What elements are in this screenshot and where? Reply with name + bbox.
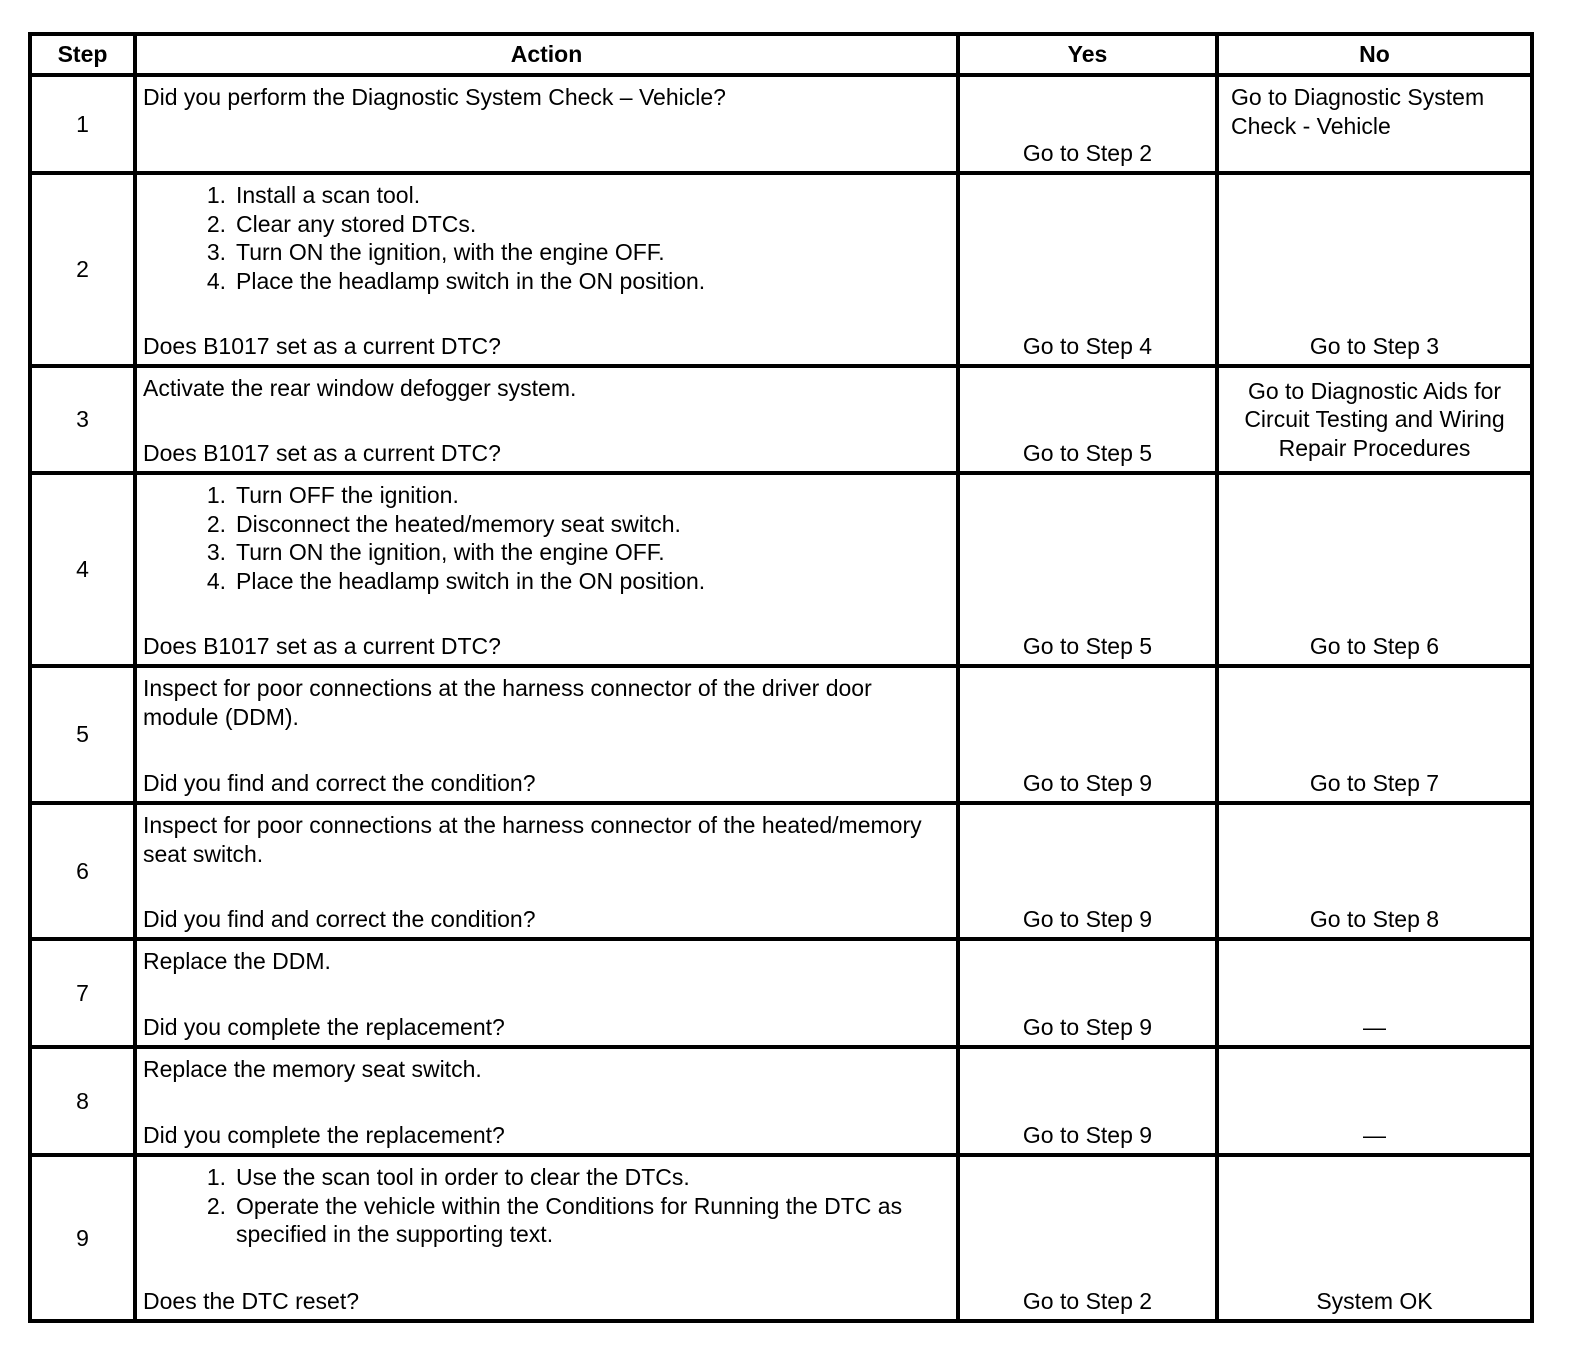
instruction-number: 4.: [206, 267, 226, 294]
action-content: [143, 481, 950, 664]
instruction-text: Operate the vehicle within the Conditions for Running the DTC as specified in the supporting text.: [236, 1192, 903, 1247]
diagnostic-table: [28, 32, 1534, 1323]
instruction-item: [143, 210, 950, 239]
instruction-item: [143, 1163, 950, 1192]
instruction-text: Turn ON the ignition, with the engine OFF.: [236, 539, 665, 565]
instruction-number: 1.: [206, 1164, 226, 1190]
action-cell: [135, 803, 958, 939]
instruction-number: 4.: [206, 567, 226, 594]
step-number: 4: [30, 473, 135, 666]
action-cell: [135, 1047, 958, 1155]
action-cell: [135, 666, 958, 803]
table-row: [30, 473, 1532, 666]
instruction-item: [143, 267, 950, 296]
yes-result: Go to Step 4: [958, 173, 1217, 366]
header-row: [30, 34, 1532, 75]
action-question: Did you complete the replacement?: [143, 1014, 505, 1040]
action-cell: [135, 939, 958, 1047]
instruction-item: [143, 567, 950, 596]
numbered-instructions: [143, 481, 950, 595]
action-content: [143, 947, 950, 1045]
instruction-text: Clear any stored DTCs.: [236, 210, 477, 237]
instruction-text: Use the scan tool in order to clear the DTCs.: [236, 1164, 690, 1190]
instruction-item: [143, 1192, 950, 1249]
instruction-number: 3.: [206, 239, 226, 265]
no-result: —: [1217, 1047, 1532, 1155]
yes-result: Go to Step 2: [958, 75, 1217, 173]
action-question: Does B1017 set as a current DTC?: [143, 440, 501, 466]
action-content: [143, 181, 950, 364]
yes-result: Go to Step 5: [958, 473, 1217, 666]
instruction-number: 2.: [206, 210, 226, 237]
header-yes: Yes: [958, 34, 1217, 75]
step-number: 3: [30, 366, 135, 473]
action-question: Did you find and correct the condition?: [143, 906, 536, 932]
table-row: [30, 75, 1532, 173]
action-cell: [135, 473, 958, 666]
instruction-number: 1.: [206, 182, 226, 208]
instruction-text: Disconnect the heated/memory seat switch.: [236, 510, 681, 537]
instruction-item: [143, 538, 950, 567]
yes-result: Go to Step 9: [958, 1047, 1217, 1155]
table-row: [30, 1047, 1532, 1155]
action-content: [143, 1163, 950, 1319]
action-instruction: Inspect for poor connections at the harness connector of the heated/memory seat switch.: [143, 812, 922, 867]
table-body: [30, 75, 1532, 1321]
action-content: [143, 374, 950, 471]
header-action: Action: [135, 34, 958, 75]
action-instruction: Replace the DDM.: [143, 948, 331, 974]
no-result: Go to Step 7: [1217, 666, 1532, 803]
action-question: Did you find and correct the condition?: [143, 770, 536, 796]
action-cell: [135, 75, 958, 173]
yes-result: Go to Step 9: [958, 939, 1217, 1047]
action-question: Did you complete the replacement?: [143, 1122, 505, 1148]
action-cell: [135, 1155, 958, 1321]
instruction-item: [143, 181, 950, 210]
action-content: [143, 674, 950, 801]
yes-result: Go to Step 5: [958, 366, 1217, 473]
instruction-item: [143, 481, 950, 510]
instruction-number: 1.: [206, 482, 226, 508]
numbered-instructions: [143, 1163, 950, 1249]
instruction-text: Install a scan tool.: [236, 182, 421, 208]
step-number: 5: [30, 666, 135, 803]
no-result: System OK: [1217, 1155, 1532, 1321]
action-instruction: Replace the memory seat switch.: [143, 1056, 482, 1082]
action-content: [143, 1055, 950, 1153]
yes-result: Go to Step 9: [958, 666, 1217, 803]
action-content: [143, 811, 950, 937]
action-instruction: Inspect for poor connections at the harness connector of the driver door module (DDM).: [143, 675, 872, 730]
table-row: [30, 366, 1532, 473]
instruction-text: Turn ON the ignition, with the engine OFF.: [236, 239, 665, 265]
yes-result: Go to Step 2: [958, 1155, 1217, 1321]
no-result: Go to Diagnostic Aids for Circuit Testing and Wiring Repair Procedures: [1217, 366, 1532, 473]
instruction-item: [143, 238, 950, 267]
table-row: [30, 1155, 1532, 1321]
action-instruction: Activate the rear window defogger system.: [143, 375, 577, 401]
header-no: No: [1217, 34, 1532, 75]
no-result: —: [1217, 939, 1532, 1047]
instruction-number: 3.: [206, 539, 226, 565]
instruction-item: [143, 510, 950, 539]
action-content: [143, 83, 950, 171]
table-row: [30, 939, 1532, 1047]
table-row: [30, 803, 1532, 939]
no-result: Go to Step 3: [1217, 173, 1532, 366]
step-number: 6: [30, 803, 135, 939]
no-result: Go to Step 8: [1217, 803, 1532, 939]
instruction-text: Place the headlamp switch in the ON position.: [236, 267, 706, 294]
step-number: 2: [30, 173, 135, 366]
no-result: Go to Diagnostic System Check - Vehicle: [1217, 75, 1532, 173]
step-number: 1: [30, 75, 135, 173]
instruction-text: Place the headlamp switch in the ON position.: [236, 567, 706, 594]
instruction-number: 2.: [206, 1192, 226, 1219]
table-row: [30, 173, 1532, 366]
action-instruction: Did you perform the Diagnostic System Check – Vehicle?: [143, 84, 726, 110]
step-number: 7: [30, 939, 135, 1047]
action-cell: [135, 173, 958, 366]
instruction-text: Turn OFF the ignition.: [236, 482, 459, 508]
step-number: 8: [30, 1047, 135, 1155]
numbered-instructions: [143, 181, 950, 295]
action-question: Does B1017 set as a current DTC?: [143, 633, 501, 659]
action-question: Does B1017 set as a current DTC?: [143, 333, 501, 359]
no-result: Go to Step 6: [1217, 473, 1532, 666]
step-number: 9: [30, 1155, 135, 1321]
header-step: Step: [30, 34, 135, 75]
yes-result: Go to Step 9: [958, 803, 1217, 939]
instruction-number: 2.: [206, 510, 226, 537]
table-row: [30, 666, 1532, 803]
action-question: Does the DTC reset?: [143, 1288, 360, 1314]
action-cell: [135, 366, 958, 473]
